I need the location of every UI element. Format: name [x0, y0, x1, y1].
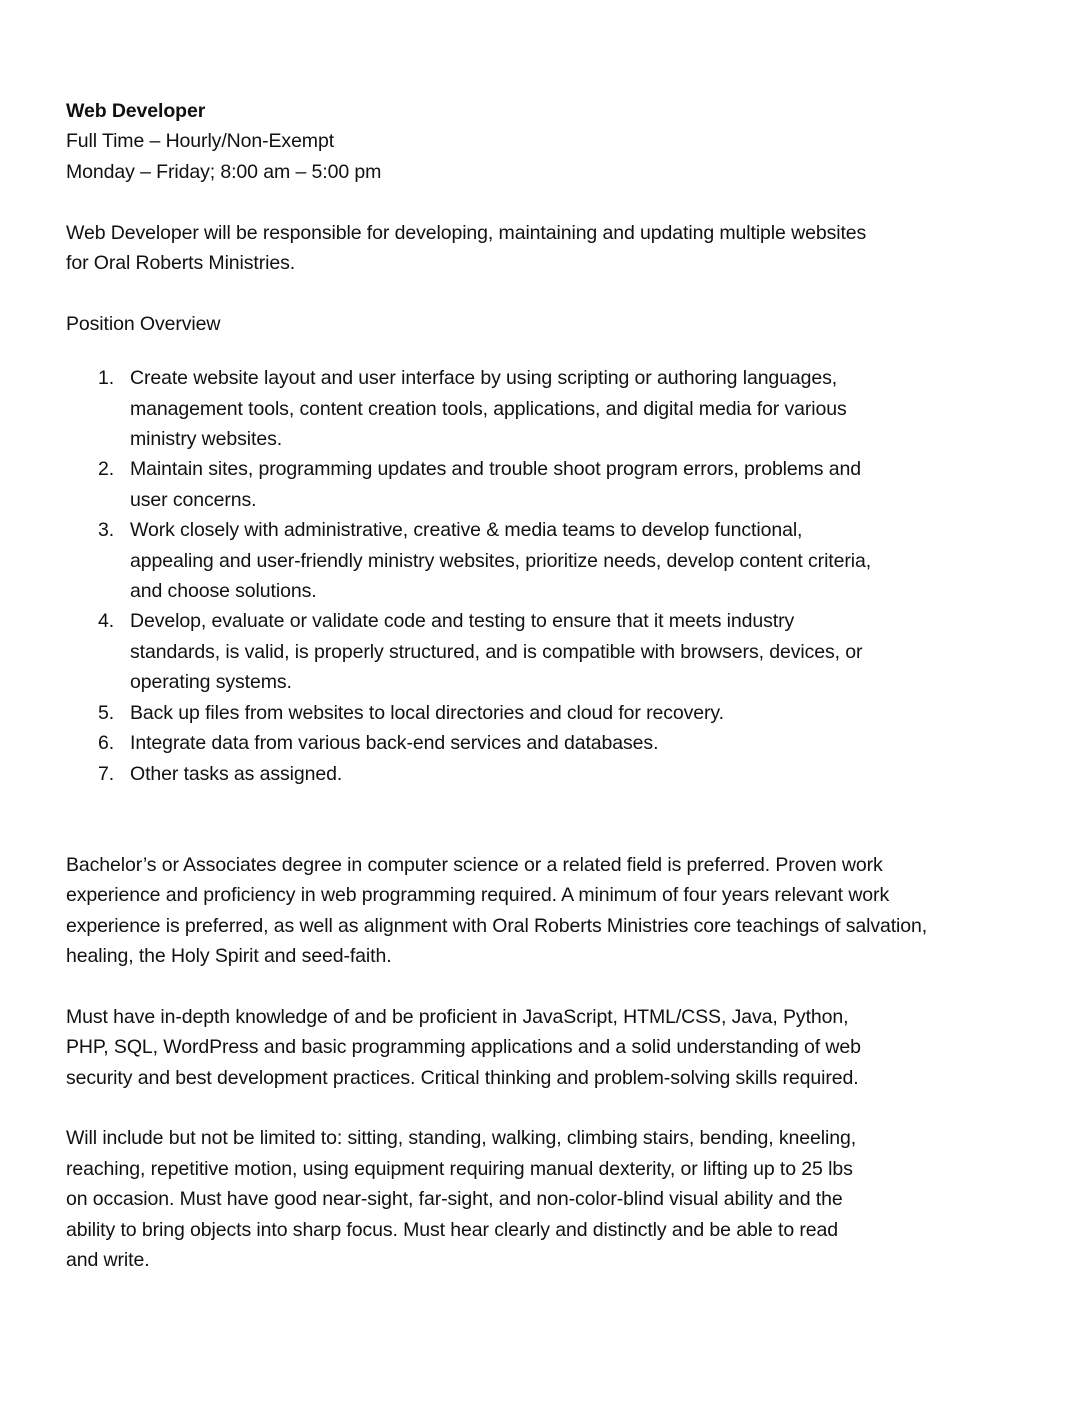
list-item-line: operating systems. [130, 671, 292, 694]
duties-list [66, 363, 1066, 789]
list-item-line: Create website layout and user interface by using scripting or authoring languages, [130, 367, 838, 390]
skills-line: PHP, SQL, WordPress and basic programming applications and a solid understanding of web [66, 1036, 861, 1059]
qualifications-line: experience is preferred, as well as alignment with Oral Roberts Ministries core teachings of salvation, [66, 914, 928, 937]
list-item [66, 759, 1066, 789]
physical-line: and write. [66, 1248, 150, 1271]
list-item-line: ministry websites. [130, 428, 283, 451]
list-item [66, 698, 1066, 728]
list-item [66, 728, 1066, 758]
skills-paragraph [66, 1002, 1066, 1093]
summary-paragraph [66, 218, 1066, 279]
qualifications-paragraph [66, 850, 1066, 972]
list-item-line: management tools, content creation tools, applications, and digital media for various [130, 397, 847, 420]
list-item [66, 515, 1066, 606]
qualifications-line: healing, the Holy Spirit and seed-faith. [66, 944, 392, 967]
physical-requirements-paragraph [66, 1123, 1066, 1275]
position-overview-heading: Position Overview [66, 312, 221, 335]
list-item-number: 5. [98, 701, 115, 724]
list-item-line: Other tasks as assigned. [130, 762, 343, 785]
job-posting-document [66, 96, 1066, 1275]
list-item-line: Maintain sites, programming updates and trouble shoot program errors, problems and [130, 458, 862, 481]
job-title: Web Developer [66, 100, 206, 122]
list-item-number: 3. [98, 519, 115, 542]
skills-line: security and best development practices. Critical thinking and problem-solving skills required. [66, 1066, 859, 1089]
qualifications-line: experience and proficiency in web programming required. A minimum of four years relevant work [66, 884, 890, 907]
employment-type: Full Time – Hourly/Non-Exempt [66, 130, 335, 153]
list-item [66, 454, 1066, 515]
list-item-number: 6. [98, 732, 115, 755]
list-item-number: 4. [98, 610, 115, 633]
list-item-number: 7. [98, 762, 115, 785]
physical-line: on occasion. Must have good near-sight, far-sight, and non-color-blind visual ability and the [66, 1188, 843, 1211]
work-schedule: Monday – Friday; 8:00 am – 5:00 pm [66, 160, 382, 183]
physical-line: Will include but not be limited to: sitting, standing, walking, climbing stairs, bending, kneeling, [66, 1127, 857, 1150]
list-item-line: Integrate data from various back-end services and databases. [130, 732, 659, 755]
list-item-line: Develop, evaluate or validate code and testing to ensure that it meets industry [130, 610, 795, 633]
list-item-line: standards, is valid, is properly structured, and is compatible with browsers, devices, or [130, 640, 863, 663]
qualifications-line: Bachelor’s or Associates degree in computer science or a related field is preferred. Proven work [66, 853, 883, 876]
list-item-line: Back up files from websites to local directories and cloud for recovery. [130, 701, 724, 724]
list-item-number: 1. [98, 367, 115, 390]
list-item-line: user concerns. [130, 488, 257, 511]
skills-line: Must have in-depth knowledge of and be proficient in JavaScript, HTML/CSS, Java, Python, [66, 1005, 849, 1028]
list-item-line: appealing and user-friendly ministry websites, prioritize needs, develop content criteria, [130, 549, 872, 572]
list-item [66, 363, 1066, 454]
physical-line: ability to bring objects into sharp focus. Must hear clearly and distinctly and be able to read [66, 1218, 839, 1241]
list-item-line: and choose solutions. [130, 580, 317, 603]
list-item-line: Work closely with administrative, creative & media teams to develop functional, [130, 519, 803, 542]
list-item-number: 2. [98, 458, 115, 481]
physical-line: reaching, repetitive motion, using equipment requiring manual dexterity, or lifting up to 25 lbs [66, 1157, 853, 1180]
summary-line: Web Developer will be responsible for developing, maintaining and updating multiple websites [66, 221, 867, 244]
summary-line: for Oral Roberts Ministries. [66, 252, 296, 275]
list-item [66, 606, 1066, 697]
